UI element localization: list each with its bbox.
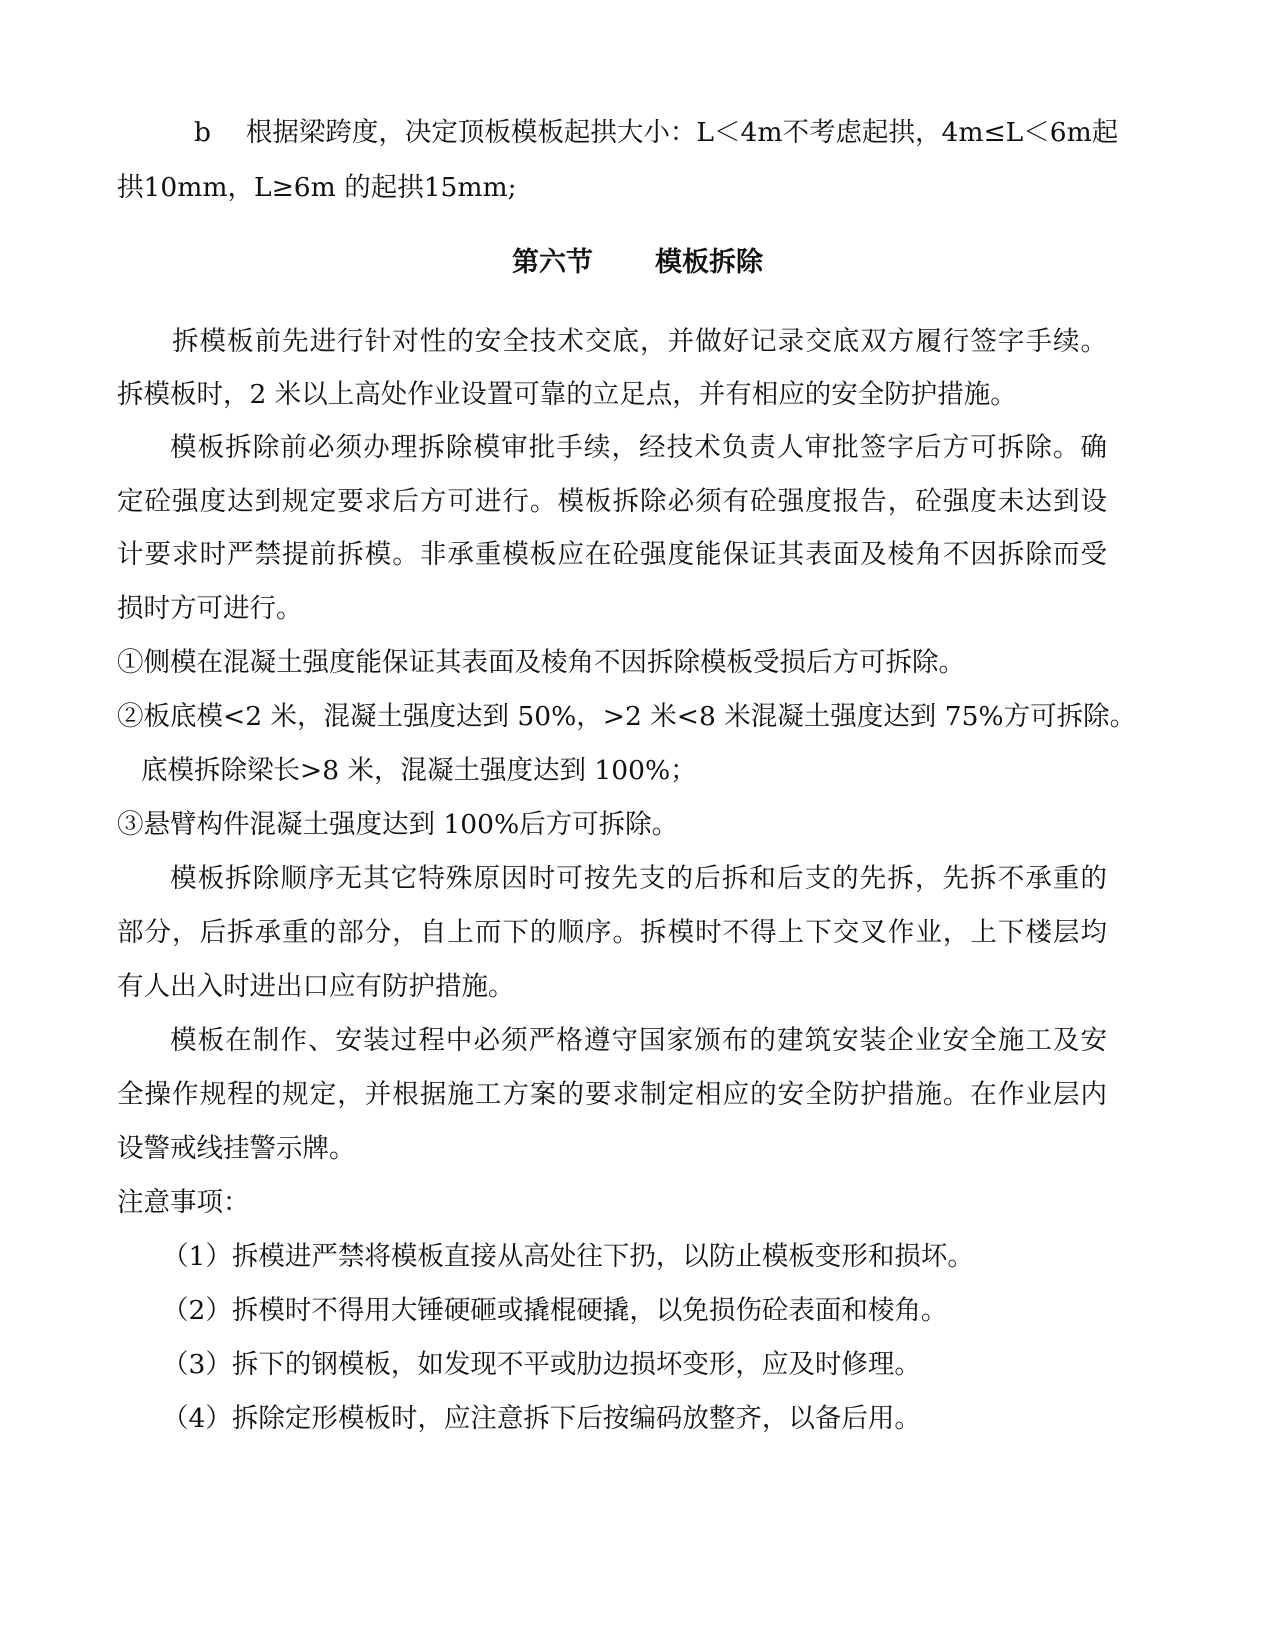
note-item: （2）拆模时不得用大锤硬砸或撬棍硬撬，以免损伤砼表面和棱角。 [162,1295,948,1326]
paragraph-line: 拱10mm，L≥6m 的起拱15mm; [117,172,517,203]
paragraph-line: 模板拆除顺序无其它特殊原因时可按先支的后拆和后支的先拆，先拆不承重的 [170,863,1107,894]
paragraph-line: 计要求时严禁提前拆模。非承重模板应在砼强度能保证其表面及棱角不因拆除而受 [117,539,1107,570]
section-heading [0,245,1275,281]
paragraph-line: 部分，后拆承重的部分，自上而下的顺序。拆模时不得上下交叉作业，上下楼层均 [117,917,1107,948]
paragraph-line: 有人出入时进出口应有防护措施。 [117,971,515,1002]
list-item: ①侧模在混凝土强度能保证其表面及棱角不因拆除模板受损后方可拆除。 [117,647,965,678]
list-item: ②板底模<2 米，混凝土强度达到 50%，>2 米<8 米混凝土强度达到 75%方可拆除。 [117,701,1137,732]
paragraph-line: 拆模板前先进行针对性的安全技术交底，并做好记录交底双方履行签字手续。 [172,326,1107,357]
note-item: （3）拆下的钢模板，如发现不平或肋边损坏变形，应及时修理。 [162,1349,921,1380]
list-item-continuation: 底模拆除梁长>8 米，混凝土强度达到 100%； [141,755,697,786]
paragraph-line: 拆模板时，2 米以上高处作业设置可靠的立足点，并有相应的安全防护措施。 [117,379,1017,410]
note-item: （1）拆模进严禁将模板直接从高处往下扔，以防止模板变形和损坏。 [162,1241,974,1272]
section-title: 模板拆除 [655,247,763,278]
list-item: ③悬臂构件混凝土强度达到 100%后方可拆除。 [117,809,679,840]
paragraph-line: 全操作规程的规定，并根据施工方案的要求制定相应的安全防护措施。在作业层内 [117,1079,1107,1110]
paragraph-line: 模板拆除前必须办理拆除模审批手续，经技术负责人审批签字后方可拆除。确 [170,432,1107,463]
note-item: （4）拆除定形模板时，应注意拆下后按编码放整齐，以备后用。 [162,1403,921,1434]
section-number: 第六节 [512,247,593,278]
paragraph-line: 损时方可进行。 [117,593,303,624]
notes-heading: 注意事项： [117,1187,250,1218]
paragraph-line: 模板在制作、安装过程中必须严格遵守国家颁布的建筑安装企业安全施工及安 [170,1025,1107,1056]
paragraph-line: 设警戒线挂警示牌。 [117,1133,356,1164]
paragraph-line: 定砼强度达到规定要求后方可进行。模板拆除必须有砼强度报告，砼强度未达到设 [117,486,1107,517]
paragraph-line: b 根据梁跨度，决定顶板模板起拱大小：L＜4m不考虑起拱，4m≤L＜6m起 [194,117,1119,148]
